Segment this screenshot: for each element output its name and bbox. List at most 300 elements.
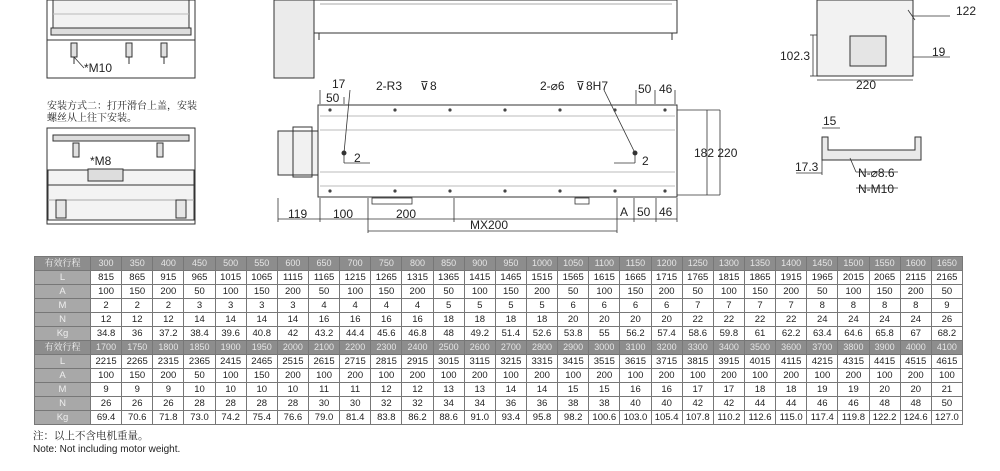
table-cell: 3 (277, 299, 308, 313)
table-cell: 16 (402, 313, 433, 327)
table-cell: 100.6 (589, 411, 620, 425)
stroke-cell: 3000 (589, 341, 620, 355)
table-cell: 63.4 (807, 327, 838, 341)
table-cell: 103.0 (620, 411, 651, 425)
table-cell: 200 (402, 369, 433, 383)
table-cell: 100 (807, 369, 838, 383)
table-cell: 43.2 (308, 327, 339, 341)
table-cell: 15 (558, 383, 589, 397)
table-cell: 1315 (402, 271, 433, 285)
stroke-cell: 1950 (246, 341, 277, 355)
table-cell: 36 (122, 327, 153, 341)
table-cell: 18 (495, 313, 526, 327)
table-cell: 32 (402, 397, 433, 411)
stroke-cell: 3900 (869, 341, 900, 355)
note-cn: 注：以上不含电机重量。 (33, 430, 149, 442)
stroke-cell: 1800 (153, 341, 184, 355)
table-cell: 1515 (526, 271, 557, 285)
table-cell: 51.4 (495, 327, 526, 341)
table-cell: 20 (589, 313, 620, 327)
table-cell: 3415 (558, 355, 589, 369)
table-cell: 8 (900, 299, 931, 313)
table-cell: 2115 (900, 271, 931, 285)
row-label: Kg (35, 327, 91, 341)
stroke-cell: 750 (371, 257, 402, 271)
table-cell: 5 (495, 299, 526, 313)
table-cell: 17 (713, 383, 744, 397)
table-cell: 14 (495, 383, 526, 397)
stroke-cell: 2100 (308, 341, 339, 355)
install-method-1-drawing (47, 0, 195, 78)
row-label: M (35, 383, 91, 397)
table-cell: 100 (931, 369, 962, 383)
dim-100: 100 (333, 207, 354, 221)
table-cell: 150 (371, 285, 402, 299)
table-cell: 3315 (526, 355, 557, 369)
table-row (35, 369, 963, 383)
table-row (35, 411, 963, 425)
table-cell: 150 (495, 285, 526, 299)
row-label: N (35, 313, 91, 327)
row-label: 有效行程 (35, 341, 91, 355)
table-cell: 2715 (340, 355, 371, 369)
table-cell: 70.6 (122, 411, 153, 425)
dim-mx200: MX200 (470, 218, 509, 232)
table-cell: 8 (838, 299, 869, 313)
row-label: 有效行程 (35, 257, 91, 271)
stroke-cell: 4000 (900, 341, 931, 355)
table-cell: 100 (340, 285, 371, 299)
table-cell: 100 (558, 369, 589, 383)
table-cell: 16 (340, 313, 371, 327)
table-cell: 93.4 (495, 411, 526, 425)
table-cell: 3015 (433, 355, 464, 369)
table-cell: 48 (900, 397, 931, 411)
stroke-cell: 300 (91, 257, 122, 271)
dim-15: 15 (823, 114, 837, 128)
table-cell: 100 (433, 369, 464, 383)
table-cell: 26 (91, 397, 122, 411)
stroke-cell: 2900 (558, 341, 589, 355)
table-cell: 76.6 (277, 411, 308, 425)
table-cell: 68.2 (931, 327, 962, 341)
dim-102-3: 102.3 (780, 49, 811, 63)
table-cell: 42 (713, 397, 744, 411)
stroke-cell: 1650 (931, 257, 962, 271)
table-cell: 50 (682, 285, 713, 299)
table-cell: 8 (869, 299, 900, 313)
dim-19: 19 (932, 45, 946, 59)
table-cell: 12 (153, 313, 184, 327)
table-cell: 50 (308, 285, 339, 299)
table-cell: 7 (776, 299, 807, 313)
table-cell: 200 (838, 369, 869, 383)
stroke-cell: 2700 (495, 341, 526, 355)
table-row (35, 355, 963, 369)
table-cell: 10 (184, 383, 215, 397)
table-cell: 22 (744, 313, 775, 327)
table-cell: 19 (838, 383, 869, 397)
spec-table (34, 256, 963, 425)
table-cell: 150 (744, 285, 775, 299)
stroke-cell: 3300 (682, 341, 713, 355)
table-cell: 13 (464, 383, 495, 397)
table-cell: 124.6 (900, 411, 931, 425)
table-cell: 1065 (246, 271, 277, 285)
hole-n-d8-6: N-⌀8.6 (858, 166, 895, 180)
table-cell: 3 (184, 299, 215, 313)
table-cell: 40 (620, 397, 651, 411)
dim-50-bottom: 50 (637, 205, 651, 219)
table-cell: 200 (526, 285, 557, 299)
table-cell: 100 (838, 285, 869, 299)
table-cell: 14 (246, 313, 277, 327)
depth-8h7: 8H7 (586, 79, 609, 93)
table-cell: 24 (900, 313, 931, 327)
row-label: L (35, 355, 91, 369)
table-cell: 79.0 (308, 411, 339, 425)
table-cell: 1115 (277, 271, 308, 285)
table-cell: 3 (246, 299, 277, 313)
table-cell: 3915 (713, 355, 744, 369)
table-cell: 75.4 (246, 411, 277, 425)
stroke-cell: 1250 (682, 257, 713, 271)
stroke-cell: 1700 (91, 341, 122, 355)
stroke-cell: 1550 (869, 257, 900, 271)
table-cell: 50 (931, 397, 962, 411)
table-cell: 22 (682, 313, 713, 327)
stroke-cell: 1100 (589, 257, 620, 271)
table-cell: 18 (464, 313, 495, 327)
table-cell: 71.8 (153, 411, 184, 425)
table-cell: 36 (495, 397, 526, 411)
table-cell: 28 (246, 397, 277, 411)
table-cell: 55 (589, 327, 620, 341)
table-cell: 21 (931, 383, 962, 397)
table-cell: 1715 (651, 271, 682, 285)
table-cell: 48 (433, 327, 464, 341)
table-cell: 20 (651, 313, 682, 327)
dim-122: 122 (956, 4, 977, 18)
table-cell: 4 (402, 299, 433, 313)
depth-symbol-1: ⊽ (420, 79, 429, 93)
table-cell: 1265 (371, 271, 402, 285)
table-cell: 44 (744, 397, 775, 411)
table-cell: 61 (744, 327, 775, 341)
table-cell: 100 (589, 285, 620, 299)
dim-46-top: 46 (659, 82, 673, 96)
stroke-cell: 850 (433, 257, 464, 271)
table-cell: 200 (464, 369, 495, 383)
table-cell: 57.4 (651, 327, 682, 341)
dim-220-side: 220 (856, 78, 877, 92)
table-cell: 9 (153, 383, 184, 397)
table-cell: 4 (308, 299, 339, 313)
stroke-cell: 1200 (651, 257, 682, 271)
table-row (35, 285, 963, 299)
stroke-cell: 3500 (744, 341, 775, 355)
table-cell: 81.4 (340, 411, 371, 425)
table-row (35, 327, 963, 341)
table-cell: 67 (900, 327, 931, 341)
table-cell: 56.2 (620, 327, 651, 341)
table-cell: 112.6 (744, 411, 775, 425)
table-cell: 91.0 (464, 411, 495, 425)
row-label: A (35, 285, 91, 299)
table-cell: 15 (589, 383, 620, 397)
table-cell: 52.6 (526, 327, 557, 341)
table-cell: 28 (277, 397, 308, 411)
table-cell: 117.4 (807, 411, 838, 425)
table-cell: 3215 (495, 355, 526, 369)
table-cell: 200 (900, 285, 931, 299)
stroke-cell: 900 (464, 257, 495, 271)
table-cell: 50 (184, 285, 215, 299)
install-method-2-drawing (47, 128, 195, 224)
stroke-cell: 1000 (526, 257, 557, 271)
stroke-cell: 800 (402, 257, 433, 271)
table-cell: 6 (620, 299, 651, 313)
table-cell: 83.8 (371, 411, 402, 425)
dim-182-220: 182 220 (694, 146, 738, 160)
table-cell: 2365 (184, 355, 215, 369)
table-cell: 62.2 (776, 327, 807, 341)
table-cell: 12 (91, 313, 122, 327)
table-cell: 34 (464, 397, 495, 411)
table-row (35, 341, 963, 355)
row-label: N (35, 397, 91, 411)
stroke-cell: 1750 (122, 341, 153, 355)
table-cell: 4015 (744, 355, 775, 369)
table-cell: 1665 (620, 271, 651, 285)
table-cell: 4 (340, 299, 371, 313)
table-cell: 4115 (776, 355, 807, 369)
table-cell: 50 (558, 285, 589, 299)
table-cell: 815 (91, 271, 122, 285)
table-cell: 100 (215, 285, 246, 299)
table-cell: 7 (744, 299, 775, 313)
stroke-cell: 600 (277, 257, 308, 271)
table-cell: 3515 (589, 355, 620, 369)
table-cell: 1865 (744, 271, 775, 285)
table-cell: 100 (713, 285, 744, 299)
table-cell: 9 (931, 299, 962, 313)
table-cell: 49.2 (464, 327, 495, 341)
table-cell: 12 (402, 383, 433, 397)
table-cell: 20 (869, 383, 900, 397)
dim-a: A (620, 205, 629, 219)
table-cell: 200 (340, 369, 371, 383)
table-cell: 44 (776, 397, 807, 411)
table-cell: 16 (371, 313, 402, 327)
table-cell: 59.8 (713, 327, 744, 341)
table-cell: 200 (776, 285, 807, 299)
table-row (35, 383, 963, 397)
stroke-cell: 1050 (558, 257, 589, 271)
table-cell: 46.8 (402, 327, 433, 341)
table-cell: 127.0 (931, 411, 962, 425)
table-cell: 24 (838, 313, 869, 327)
table-cell: 6 (558, 299, 589, 313)
table-cell: 46 (807, 397, 838, 411)
table-cell: 100 (371, 369, 402, 383)
table-cell: 42 (682, 397, 713, 411)
dim-46-bottom: 46 (659, 205, 673, 219)
table-cell: 150 (122, 285, 153, 299)
table-cell: 3115 (464, 355, 495, 369)
table-cell: 26 (153, 397, 184, 411)
side-view-drawing (274, 0, 677, 78)
table-cell: 11 (340, 383, 371, 397)
table-cell: 200 (153, 369, 184, 383)
table-cell: 98.2 (558, 411, 589, 425)
table-cell: 2415 (215, 355, 246, 369)
table-cell: 4515 (900, 355, 931, 369)
stroke-cell: 350 (122, 257, 153, 271)
table-cell: 2065 (869, 271, 900, 285)
stroke-cell: 2400 (402, 341, 433, 355)
stroke-cell: 2500 (433, 341, 464, 355)
table-cell: 100 (744, 369, 775, 383)
table-cell: 16 (308, 313, 339, 327)
dim-2-right: 2 (642, 154, 649, 168)
table-cell: 45.6 (371, 327, 402, 341)
table-cell: 18 (526, 313, 557, 327)
stroke-cell: 1150 (620, 257, 651, 271)
table-cell: 200 (713, 369, 744, 383)
dim-50-left: 50 (326, 91, 340, 105)
stroke-cell: 1300 (713, 257, 744, 271)
table-cell: 12 (122, 313, 153, 327)
table-cell: 16 (620, 383, 651, 397)
table-cell: 32 (371, 397, 402, 411)
stroke-cell: 1600 (900, 257, 931, 271)
table-cell: 2815 (371, 355, 402, 369)
stroke-cell: 3200 (651, 341, 682, 355)
table-cell: 3715 (651, 355, 682, 369)
table-cell: 150 (620, 285, 651, 299)
table-cell: 7 (682, 299, 713, 313)
dim-200: 200 (396, 207, 417, 221)
table-cell: 22 (776, 313, 807, 327)
table-cell: 100 (91, 285, 122, 299)
table-cell: 115.0 (776, 411, 807, 425)
table-cell: 1415 (464, 271, 495, 285)
row-label: Kg (35, 411, 91, 425)
table-cell: 37.2 (153, 327, 184, 341)
table-cell: 865 (122, 271, 153, 285)
table-cell: 200 (526, 369, 557, 383)
table-cell: 150 (246, 369, 277, 383)
stroke-cell: 650 (308, 257, 339, 271)
table-cell: 1615 (589, 271, 620, 285)
table-cell: 1965 (807, 271, 838, 285)
table-cell: 10 (215, 383, 246, 397)
table-cell: 105.4 (651, 411, 682, 425)
table-cell: 46 (838, 397, 869, 411)
table-cell: 8 (807, 299, 838, 313)
table-cell: 2265 (122, 355, 153, 369)
row-label: L (35, 271, 91, 285)
table-cell: 50 (184, 369, 215, 383)
table-cell: 2 (122, 299, 153, 313)
table-cell: 19 (807, 383, 838, 397)
stroke-cell: 400 (153, 257, 184, 271)
table-cell: 2465 (246, 355, 277, 369)
table-cell: 1165 (308, 271, 339, 285)
stroke-cell: 3100 (620, 341, 651, 355)
table-cell: 50 (807, 285, 838, 299)
stroke-cell: 550 (246, 257, 277, 271)
table-cell: 6 (651, 299, 682, 313)
table-cell: 10 (277, 383, 308, 397)
table-cell: 150 (246, 285, 277, 299)
table-cell: 16 (651, 383, 682, 397)
table-cell: 3615 (620, 355, 651, 369)
table-cell: 119.8 (838, 411, 869, 425)
table-cell: 9 (91, 383, 122, 397)
hole-d6-label: 2-⌀6 (540, 79, 565, 93)
table-cell: 86.2 (402, 411, 433, 425)
table-cell: 4 (371, 299, 402, 313)
stroke-cell: 3700 (807, 341, 838, 355)
table-cell: 18 (776, 383, 807, 397)
table-cell: 1915 (776, 271, 807, 285)
table-cell: 9 (122, 383, 153, 397)
table-cell: 100 (682, 369, 713, 383)
table-cell: 100 (620, 369, 651, 383)
table-cell: 50 (931, 285, 962, 299)
table-cell: 6 (589, 299, 620, 313)
table-cell: 2315 (153, 355, 184, 369)
row-label: M (35, 299, 91, 313)
table-cell: 22 (713, 313, 744, 327)
stroke-cell: 950 (495, 257, 526, 271)
stroke-cell: 2300 (371, 341, 402, 355)
table-cell: 2 (91, 299, 122, 313)
stroke-cell: 4100 (931, 341, 962, 355)
table-cell: 100 (869, 369, 900, 383)
stroke-cell: 3400 (713, 341, 744, 355)
stroke-cell: 3600 (776, 341, 807, 355)
table-cell: 24 (869, 313, 900, 327)
table-cell: 100 (495, 369, 526, 383)
table-cell: 1565 (558, 271, 589, 285)
table-cell: 1465 (495, 271, 526, 285)
table-cell: 5 (433, 299, 464, 313)
table-cell: 39.6 (215, 327, 246, 341)
stroke-cell: 2200 (340, 341, 371, 355)
table-cell: 2515 (277, 355, 308, 369)
table-cell: 50 (433, 285, 464, 299)
table-cell: 26 (931, 313, 962, 327)
table-cell: 14 (184, 313, 215, 327)
table-cell: 1015 (215, 271, 246, 285)
table-cell: 42 (277, 327, 308, 341)
table-cell: 28 (184, 397, 215, 411)
table-cell: 965 (184, 271, 215, 285)
table-cell: 2015 (838, 271, 869, 285)
table-cell: 34.8 (91, 327, 122, 341)
table-cell: 65.8 (869, 327, 900, 341)
stroke-cell: 2000 (277, 341, 308, 355)
table-row (35, 257, 963, 271)
table-cell: 73.0 (184, 411, 215, 425)
table-cell: 18 (433, 313, 464, 327)
stroke-cell: 1400 (776, 257, 807, 271)
end-view-drawing (810, 0, 950, 80)
table-cell: 40.8 (246, 327, 277, 341)
